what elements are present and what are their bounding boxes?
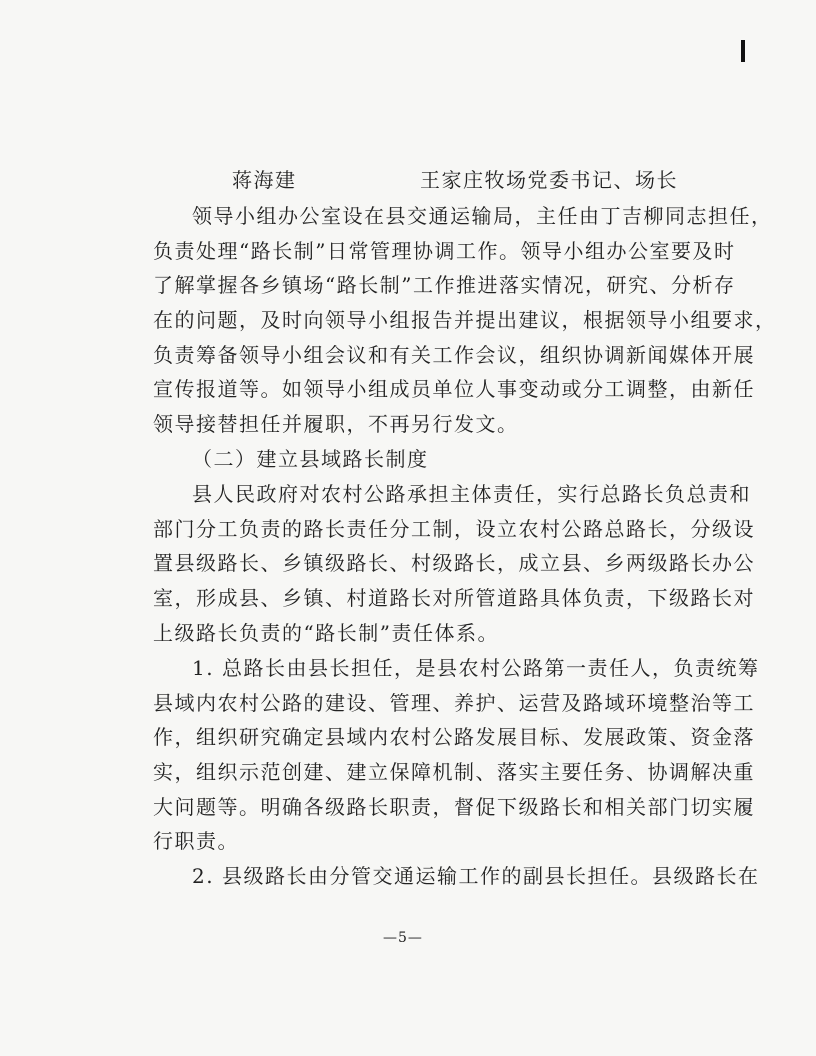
paragraph-line: 宣传报道等。如领导小组成员单位人事变动或分工调整，由新任 <box>153 377 755 401</box>
paragraph-line: 在的问题，及时向领导小组报告并提出建议，根据领导小组要求， <box>153 308 777 332</box>
paragraph-line: 部门分工负责的路长责任分工制，设立农村公路总路长，分级设 <box>153 517 755 541</box>
list-item-line: 大问题等。明确各级路长职责，督促下级路长和相关部门切实履 <box>153 795 755 819</box>
page-number: —5— <box>383 930 423 946</box>
list-item-line: 1. 总路长由县长担任，是县农村公路第一责任人，负责统筹 <box>192 656 760 680</box>
paragraph-line: 置县级路长、乡镇级路长、村级路长，成立县、乡两级路长办公 <box>153 551 755 575</box>
list-item-line: 2. 县级路长由分管交通运输工作的副县长担任。县级路长在 <box>192 864 760 888</box>
paragraph-line: 负责处理“路长制”日常管理协调工作。领导小组办公室要及时 <box>153 239 736 263</box>
member-name: 蒋海建 <box>232 168 297 192</box>
list-item-line: 行职责。 <box>153 829 239 853</box>
list-item-line: 实，组织示范创建、建立保障机制、落实主要任务、协调解决重 <box>153 760 755 784</box>
paragraph-line: 领导接替担任并履职，不再另行发文。 <box>153 412 519 436</box>
member-title: 王家庄牧场党委书记、场长 <box>420 168 678 192</box>
paragraph-line: 了解掌握各乡镇场“路长制”工作推进落实情况，研究、分析存 <box>153 273 736 297</box>
paragraph-line: 县人民政府对农村公路承担主体责任，实行总路长负总责和 <box>192 482 751 506</box>
scan-edge-mark <box>741 40 745 62</box>
paragraph-line: 上级路长负责的“路长制”责任体系。 <box>153 621 499 645</box>
paragraph-line: 负责筹备领导小组会议和有关工作会议，组织协调新闻媒体开展 <box>153 343 755 367</box>
list-item-line: 县域内农村公路的建设、管理、养护、运营及路域环境整治等工 <box>153 691 755 715</box>
paragraph-line: 室，形成县、乡镇、村道路长对所管道路具体负责，下级路长对 <box>153 586 755 610</box>
list-item-line: 作，组织研究确定县域内农村公路发展目标、发展政策、资金落 <box>153 725 755 749</box>
section-heading: （二）建立县域路长制度 <box>192 447 429 471</box>
paragraph-line: 领导小组办公室设在县交通运输局，主任由丁吉柳同志担任， <box>192 204 773 228</box>
